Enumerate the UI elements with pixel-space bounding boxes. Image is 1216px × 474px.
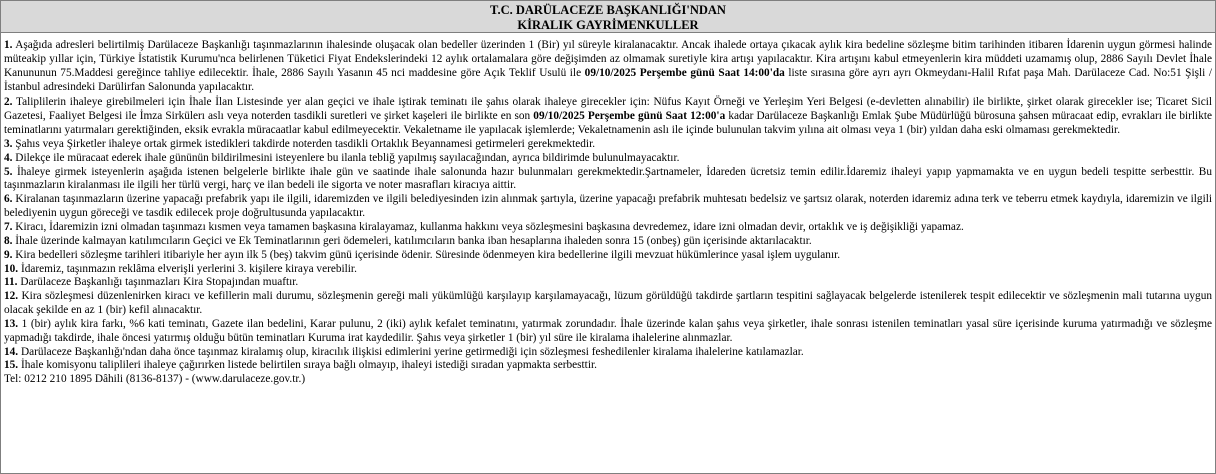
- item-15: [4, 359, 1212, 373]
- item-text: İdaremiz, taşınmazın reklâma elverişli yerlerini 3. kişilere kiraya verebilir.: [18, 262, 357, 275]
- item-number: 6.: [4, 193, 13, 206]
- item-date-highlight: 09/10/2025 Perşembe günü Saat 12:00'a: [533, 110, 726, 123]
- item-number: 5.: [4, 165, 13, 178]
- item-text: Şahıs veya Şirketler ihaleye ortak girmek istedikleri takdirde noterden tasdikli Ortaklık Beyannamesi getirmeleri gerekmektedir.: [12, 137, 596, 150]
- item-11: [4, 276, 1212, 290]
- item-text: 1 (bir) aylık kira farkı, %6 kati teminatı, Gazete ilan bedelini, Karar pulunu, 2 (iki) aylık kefalet teminatını, yatırmak zorundadır. İhale üzerinde kalan şahıs veya şirketler, ihale sonrası istenilen teminatları yasal süre içerisinde kuruma yatırmadığı ve sözleşme yapmadığı takdirde, ihale öncesi yatırmış olduğu bütün teminatları Kuruma irat kaydedilir. Şahıs veya şirketler 1 (bir) yıl süre ile kiralama ihalelerine alınmazlar.: [4, 317, 1212, 344]
- item-number: 14.: [4, 345, 19, 358]
- item-10: [4, 263, 1212, 277]
- item-number: 1.: [4, 39, 13, 51]
- item-1: [4, 39, 1212, 94]
- item-text: Taliplilerin ihaleye girebilmeleri için İhale İlan Listesinde yer alan geçici ve ihale iştirak teminatı ile şahıs olarak ihaleye girecekler için: Nüfus Kayıt Örneği ve Yerleşim Yeri Belgesi (e-devletten alınabilir) ile birlikte, şirket olarak girecekler ise; Ticaret Sicil Gazetesi, Faaliyet Belgesi ile İmza Sirkülerı aslı veya noterden tasdikli suretleri ve şirket kaşeleri ile birlikte en son: [4, 96, 1212, 123]
- announcement-header: [1, 1, 1215, 33]
- item-6: [4, 193, 1212, 221]
- item-text: Darülaceze Başkanlığı'ndan daha önce taşınmaz kiralamış olup, kiracılık ilişkisi edimlerini yerine getirmediği için sözleşmesi feshedilenler kiralama ihalelerine katılamazlar.: [18, 345, 804, 358]
- item-text: Darülaceze Başkanlığı taşınmazları Kira Stopajından muaftır.: [17, 276, 299, 289]
- item-number: 7.: [4, 220, 13, 233]
- item-text: Aşağıda adresleri belirtilmiş Darülaceze Başkanlığı taşınmazlarının ihalesinde oluşacak olan bedeller üzerinden 1 (Bir) yıl süreyle kiralanacaktır. Ancak ihalede ortaya çıkacak aylık kira bedeline sözleşme bitim tarihinden itibaren İdarenin uygun görmesi halinde müteakip yıllar için, Türkiye İstatistik Kurumu'nca belirlenen Tüketici Fiyat Endekslerindeki 12 aylık ortalamalara göre değişimden az olmamak suretiyle kira artışı yapılacaktır. Kira artışını kabul etmeyenlerin kira müddeti uzamamış olup, 2886 Sayılı Devlet İhale Kanununun 75.Maddesi gereğince tahliye edilecektir. İhale, 2886 Sayılı Yasanın 45 nci maddesine göre Açık Teklif Usulü ile: [4, 39, 1212, 79]
- item-text: İhale üzerinde kalmayan katılımcıların Geçici ve Ek Teminatlarının geri ödemeleri, katılımcıların banka iban hesaplarına ihaleden sonra 15 (onbeş) gün içerisinde aktarılacaktır.: [12, 234, 812, 247]
- item-number: 11.: [4, 276, 18, 289]
- item-text: Kira bedelleri sözleşme tarihleri itibariyle her ayın ilk 5 (beş) takvim günü içerisinde ödenir. Süresinde ödenmeyen kira bedellerine ilgili mevzuat hükümlerince yasal işlem uygulanır.: [12, 248, 841, 261]
- item-number: 2.: [4, 96, 13, 109]
- item-text: Dilekçe ile müracaat ederek ihale gününün bildirilmesini isteyenlere bu ilanla tebliğ yapılmış sayılacağından, ayrıca bildirimde bulunulmayacaktır.: [12, 151, 680, 164]
- item-8: [4, 235, 1212, 249]
- header-subtitle: KİRALIK GAYRİMENKULLER: [517, 18, 699, 32]
- item-text: Kiracı, İdaremizin izni olmadan taşınmazı kısmen veya tamamen başkasına kiralayamaz, kullanma hakkını veya sözleşmesini başkasına devredemez, idare izni olmadan devir, ortaklık ve iş değişikliği yapamaz.: [12, 220, 964, 233]
- item-12: [4, 290, 1212, 318]
- item-7: [4, 221, 1212, 235]
- item-text: İhale komisyonu taliplileri ihaleye çağırırken listede belirtilen sıraya bağlı olmayıp, ihaleyi istediği sıradan yapmakta serbesttir.: [18, 359, 597, 372]
- announcement-body: [1, 33, 1215, 387]
- item-3: [4, 138, 1212, 152]
- item-number: 3.: [4, 137, 13, 150]
- item-text: Kira sözleşmesi düzenlenirken kiracı ve kefillerin mali durumu, sözleşmenin gereği mali yükümlüğü karşılayıp karşılamayacağı, lüzum görüldüğü takdirde şartların tespitini sağlayacak belgelerde istenilerek tespit edilecektir ve sözleşmenin mali tutarına uygun olacak şekilde en az 1 (bir) kefil alınacaktır.: [4, 290, 1212, 317]
- item-4: [4, 152, 1212, 166]
- contact-line: Tel: 0212 210 1895 Dâhili (8136-8137) - (www.darulaceze.gov.tr.): [4, 373, 306, 386]
- item-9: [4, 249, 1212, 263]
- item-date-highlight: 09/10/2025 Perşembe günü Saat 14:00'da: [584, 66, 785, 79]
- item-2: [4, 96, 1212, 138]
- item-text: İhaleye girmek isteyenlerin aşağıda istenen belgelerle birlikte ihale gün ve saatinde ihale salonunda hazır bulunmaları gerekmektedir.Şartnameler, İdareden ücretsiz temin edilir.İdaremiz ihaleyi yapıp yapmamakta ve en uygun bedeli tespitte serbesttir. Bu taşınmazların kiralanması ile ilgili her türlü vergi, harç ve ilan bedeli ile sigorta ve noter masrafları kiracıya aittir.: [4, 165, 1212, 192]
- item-number: 13.: [4, 317, 19, 330]
- item-number: 8.: [4, 234, 13, 247]
- item-number: 10.: [4, 262, 19, 275]
- item-text-cont: liste sırasına göre ayrı ayrı Okmeydanı-Halil Rıfat paşa Mah. Darülaceze Cad. No:51 Şişli /İstanbul adresindeki Darülirfan Salonunda yapılacaktır.: [4, 66, 1212, 93]
- item-14: [4, 346, 1212, 360]
- header-title: T.C. DARÜLACEZE BAŞKANLIĞI'NDAN: [490, 3, 726, 17]
- item-text: Kiralanan taşınmazların üzerine yapacağı prefabrik yapı ile ilgili, idaremizden ve ilgili belediyesinden izin alınmak şartıyla, üzerine yapacağı prefabrik muhtesatı bedelsiz ve şartsız olarak, noterden idaremiz adına terk ve teberru etmek kaydıyla, idaremizin ve ilgili belediyenin uygun göreceği ve tasdik edilecek proje doğrultusunda yapılacaktır.: [4, 193, 1212, 220]
- item-text-cont: kadar Darülaceze Başkanlığı Emlak Şube Müdürlüğü bürosuna şahsen müracaat edip, evrakları ile birlikte teminatlarını yatırmaları gerektiğinden, eksik evrakla müracaatlar kabul edilmeyecektir. Vekaletname ile yapılacak işlemlerde; Vekaletnamenin aslı ile içinde bulunulan takvim yılına ait olması veya 1 (bir) yıldan daha eski olmaması gerekmektedir.: [4, 110, 1212, 137]
- item-number: 9.: [4, 248, 13, 261]
- item-number: 12.: [4, 290, 19, 303]
- item-5: [4, 166, 1212, 194]
- item-number: 15.: [4, 359, 19, 372]
- item-13: [4, 318, 1212, 346]
- item-number: 4.: [4, 151, 13, 164]
